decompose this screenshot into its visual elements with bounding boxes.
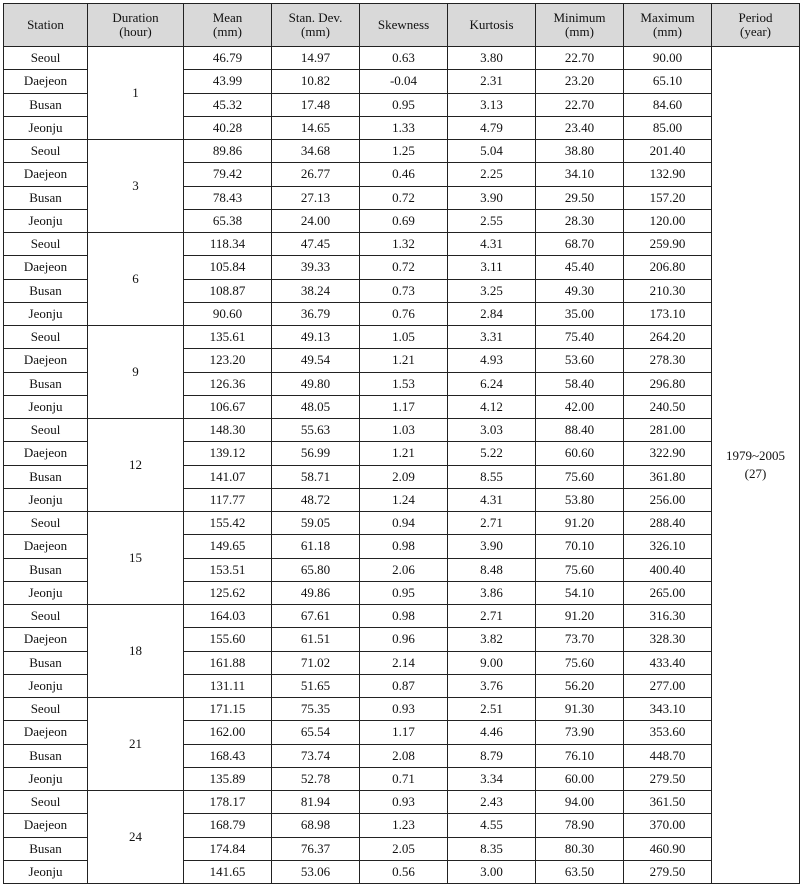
std-cell: 73.74: [272, 744, 360, 767]
table-row: [4, 419, 800, 442]
std-cell: 14.65: [272, 116, 360, 139]
min-cell: 91.20: [536, 605, 624, 628]
min-cell: 75.60: [536, 558, 624, 581]
max-cell: 201.40: [624, 140, 712, 163]
max-cell: 259.90: [624, 233, 712, 256]
mean-cell: 171.15: [184, 698, 272, 721]
kurt-cell: 5.22: [448, 442, 536, 465]
skew-cell: 0.94: [360, 512, 448, 535]
min-cell: 38.80: [536, 140, 624, 163]
max-cell: 173.10: [624, 302, 712, 325]
std-cell: 38.24: [272, 279, 360, 302]
max-cell: 264.20: [624, 326, 712, 349]
header-std-line2: (mm): [301, 24, 330, 39]
max-cell: 288.40: [624, 512, 712, 535]
max-cell: 65.10: [624, 70, 712, 93]
station-cell: Daejeon: [4, 721, 88, 744]
std-cell: 71.02: [272, 651, 360, 674]
skew-cell: 0.63: [360, 47, 448, 70]
table-header: [4, 4, 800, 47]
kurt-cell: 4.12: [448, 395, 536, 418]
std-cell: 67.61: [272, 605, 360, 628]
table-row: [4, 140, 800, 163]
station-cell: Jeonju: [4, 116, 88, 139]
kurt-cell: 9.00: [448, 651, 536, 674]
mean-cell: 141.65: [184, 860, 272, 883]
std-cell: 47.45: [272, 233, 360, 256]
header-std: [272, 4, 360, 47]
kurt-cell: 2.31: [448, 70, 536, 93]
mean-cell: 131.11: [184, 674, 272, 697]
min-cell: 70.10: [536, 535, 624, 558]
min-cell: 91.20: [536, 512, 624, 535]
max-cell: 240.50: [624, 395, 712, 418]
station-cell: Seoul: [4, 326, 88, 349]
station-cell: Daejeon: [4, 349, 88, 372]
kurt-cell: 4.46: [448, 721, 536, 744]
header-minimum: [536, 4, 624, 47]
mean-cell: 108.87: [184, 279, 272, 302]
mean-cell: 79.42: [184, 163, 272, 186]
skew-cell: 0.73: [360, 279, 448, 302]
max-cell: 370.00: [624, 814, 712, 837]
std-cell: 34.68: [272, 140, 360, 163]
station-cell: Seoul: [4, 605, 88, 628]
std-cell: 75.35: [272, 698, 360, 721]
skew-cell: 0.98: [360, 605, 448, 628]
mean-cell: 89.86: [184, 140, 272, 163]
skew-cell: 1.05: [360, 326, 448, 349]
std-cell: 65.80: [272, 558, 360, 581]
min-cell: 35.00: [536, 302, 624, 325]
skew-cell: 2.09: [360, 465, 448, 488]
skew-cell: 2.05: [360, 837, 448, 860]
min-cell: 45.40: [536, 256, 624, 279]
mean-cell: 43.99: [184, 70, 272, 93]
kurt-cell: 2.84: [448, 302, 536, 325]
std-cell: 36.79: [272, 302, 360, 325]
min-cell: 34.10: [536, 163, 624, 186]
skew-cell: 1.33: [360, 116, 448, 139]
duration-cell: 15: [88, 512, 184, 605]
station-cell: Busan: [4, 186, 88, 209]
kurt-cell: 3.11: [448, 256, 536, 279]
header-duration: [88, 4, 184, 47]
table-body: [4, 47, 800, 884]
kurt-cell: 8.48: [448, 558, 536, 581]
kurt-cell: 2.71: [448, 512, 536, 535]
station-cell: Seoul: [4, 140, 88, 163]
mean-cell: 106.67: [184, 395, 272, 418]
header-station: Station: [4, 4, 88, 47]
rainfall-statistics-table: [3, 3, 800, 884]
mean-cell: 123.20: [184, 349, 272, 372]
max-cell: 279.50: [624, 767, 712, 790]
table-row: [4, 512, 800, 535]
station-cell: Jeonju: [4, 209, 88, 232]
header-mean-line2: (mm): [213, 24, 242, 39]
mean-cell: 117.77: [184, 488, 272, 511]
skew-cell: 0.72: [360, 256, 448, 279]
kurt-cell: 3.86: [448, 581, 536, 604]
table-row: [4, 698, 800, 721]
min-cell: 22.70: [536, 93, 624, 116]
skew-cell: 2.14: [360, 651, 448, 674]
max-cell: 296.80: [624, 372, 712, 395]
kurt-cell: 3.90: [448, 186, 536, 209]
kurt-cell: 8.35: [448, 837, 536, 860]
header-period: [712, 4, 800, 47]
kurt-cell: 8.79: [448, 744, 536, 767]
kurt-cell: 2.55: [448, 209, 536, 232]
min-cell: 88.40: [536, 419, 624, 442]
min-cell: 91.30: [536, 698, 624, 721]
min-cell: 73.90: [536, 721, 624, 744]
table-row: [4, 326, 800, 349]
min-cell: 49.30: [536, 279, 624, 302]
mean-cell: 161.88: [184, 651, 272, 674]
skew-cell: -0.04: [360, 70, 448, 93]
min-cell: 42.00: [536, 395, 624, 418]
min-cell: 60.60: [536, 442, 624, 465]
mean-cell: 40.28: [184, 116, 272, 139]
kurt-cell: 3.31: [448, 326, 536, 349]
station-cell: Busan: [4, 93, 88, 116]
std-cell: 27.13: [272, 186, 360, 209]
station-cell: Busan: [4, 558, 88, 581]
std-cell: 48.72: [272, 488, 360, 511]
header-minimum-line1: Minimum: [553, 10, 606, 25]
std-cell: 76.37: [272, 837, 360, 860]
station-cell: Seoul: [4, 419, 88, 442]
min-cell: 75.60: [536, 465, 624, 488]
std-cell: 49.54: [272, 349, 360, 372]
kurt-cell: 3.80: [448, 47, 536, 70]
kurt-cell: 4.93: [448, 349, 536, 372]
mean-cell: 164.03: [184, 605, 272, 628]
max-cell: 157.20: [624, 186, 712, 209]
skew-cell: 0.96: [360, 628, 448, 651]
max-cell: 361.50: [624, 791, 712, 814]
header-period-line2: (year): [739, 24, 772, 39]
min-cell: 23.20: [536, 70, 624, 93]
header-kurtosis: Kurtosis: [448, 4, 536, 47]
kurt-cell: 2.51: [448, 698, 536, 721]
table-row: [4, 47, 800, 70]
std-cell: 49.80: [272, 372, 360, 395]
std-cell: 14.97: [272, 47, 360, 70]
min-cell: 60.00: [536, 767, 624, 790]
station-cell: Jeonju: [4, 395, 88, 418]
mean-cell: 148.30: [184, 419, 272, 442]
skew-cell: 2.08: [360, 744, 448, 767]
std-cell: 39.33: [272, 256, 360, 279]
mean-cell: 174.84: [184, 837, 272, 860]
skew-cell: 1.17: [360, 395, 448, 418]
mean-cell: 162.00: [184, 721, 272, 744]
std-cell: 52.78: [272, 767, 360, 790]
max-cell: 400.40: [624, 558, 712, 581]
period-line1: 1979~2005: [725, 448, 786, 463]
mean-cell: 135.89: [184, 767, 272, 790]
station-cell: Daejeon: [4, 70, 88, 93]
table-row: [4, 605, 800, 628]
station-cell: Seoul: [4, 698, 88, 721]
std-cell: 48.05: [272, 395, 360, 418]
max-cell: 328.30: [624, 628, 712, 651]
min-cell: 53.60: [536, 349, 624, 372]
std-cell: 49.86: [272, 581, 360, 604]
station-cell: Busan: [4, 837, 88, 860]
min-cell: 28.30: [536, 209, 624, 232]
min-cell: 54.10: [536, 581, 624, 604]
kurt-cell: 2.25: [448, 163, 536, 186]
skew-cell: 0.95: [360, 93, 448, 116]
std-cell: 24.00: [272, 209, 360, 232]
header-row: [4, 4, 800, 47]
skew-cell: 0.69: [360, 209, 448, 232]
mean-cell: 168.43: [184, 744, 272, 767]
min-cell: 29.50: [536, 186, 624, 209]
kurt-cell: 8.55: [448, 465, 536, 488]
mean-cell: 125.62: [184, 581, 272, 604]
max-cell: 256.00: [624, 488, 712, 511]
mean-cell: 46.79: [184, 47, 272, 70]
station-cell: Jeonju: [4, 767, 88, 790]
max-cell: 433.40: [624, 651, 712, 674]
min-cell: 75.40: [536, 326, 624, 349]
min-cell: 73.70: [536, 628, 624, 651]
station-cell: Jeonju: [4, 860, 88, 883]
duration-cell: 3: [88, 140, 184, 233]
skew-cell: 1.24: [360, 488, 448, 511]
skew-cell: 1.21: [360, 442, 448, 465]
mean-cell: 178.17: [184, 791, 272, 814]
max-cell: 85.00: [624, 116, 712, 139]
min-cell: 94.00: [536, 791, 624, 814]
table-row: [4, 233, 800, 256]
min-cell: 78.90: [536, 814, 624, 837]
skew-cell: 1.23: [360, 814, 448, 837]
max-cell: 279.50: [624, 860, 712, 883]
min-cell: 23.40: [536, 116, 624, 139]
min-cell: 80.30: [536, 837, 624, 860]
station-cell: Jeonju: [4, 302, 88, 325]
min-cell: 58.40: [536, 372, 624, 395]
header-duration-line1: Duration: [112, 10, 159, 25]
station-cell: Daejeon: [4, 628, 88, 651]
min-cell: 76.10: [536, 744, 624, 767]
kurt-cell: 6.24: [448, 372, 536, 395]
duration-cell: 12: [88, 419, 184, 512]
std-cell: 17.48: [272, 93, 360, 116]
skew-cell: 0.95: [360, 581, 448, 604]
skew-cell: 0.93: [360, 698, 448, 721]
max-cell: 448.70: [624, 744, 712, 767]
station-cell: Seoul: [4, 47, 88, 70]
std-cell: 56.99: [272, 442, 360, 465]
duration-cell: 6: [88, 233, 184, 326]
max-cell: 326.10: [624, 535, 712, 558]
std-cell: 61.18: [272, 535, 360, 558]
header-mean: [184, 4, 272, 47]
header-maximum-line2: (mm): [653, 24, 682, 39]
mean-cell: 153.51: [184, 558, 272, 581]
std-cell: 51.65: [272, 674, 360, 697]
mean-cell: 90.60: [184, 302, 272, 325]
std-cell: 53.06: [272, 860, 360, 883]
station-cell: Busan: [4, 279, 88, 302]
station-cell: Busan: [4, 465, 88, 488]
skew-cell: 1.03: [360, 419, 448, 442]
mean-cell: 45.32: [184, 93, 272, 116]
skew-cell: 0.93: [360, 791, 448, 814]
max-cell: 210.30: [624, 279, 712, 302]
station-cell: Daejeon: [4, 163, 88, 186]
max-cell: 265.00: [624, 581, 712, 604]
kurt-cell: 2.71: [448, 605, 536, 628]
period-cell: [712, 47, 800, 884]
skew-cell: 2.06: [360, 558, 448, 581]
max-cell: 322.90: [624, 442, 712, 465]
kurt-cell: 3.00: [448, 860, 536, 883]
skew-cell: 0.72: [360, 186, 448, 209]
max-cell: 90.00: [624, 47, 712, 70]
std-cell: 81.94: [272, 791, 360, 814]
station-cell: Jeonju: [4, 488, 88, 511]
header-minimum-line2: (mm): [565, 24, 594, 39]
skew-cell: 0.46: [360, 163, 448, 186]
kurt-cell: 4.31: [448, 233, 536, 256]
kurt-cell: 3.34: [448, 767, 536, 790]
mean-cell: 105.84: [184, 256, 272, 279]
max-cell: 206.80: [624, 256, 712, 279]
kurt-cell: 4.79: [448, 116, 536, 139]
skew-cell: 0.98: [360, 535, 448, 558]
std-cell: 65.54: [272, 721, 360, 744]
min-cell: 68.70: [536, 233, 624, 256]
station-cell: Daejeon: [4, 814, 88, 837]
station-cell: Seoul: [4, 233, 88, 256]
kurt-cell: 4.31: [448, 488, 536, 511]
header-duration-line2: (hour): [119, 24, 152, 39]
mean-cell: 141.07: [184, 465, 272, 488]
skew-cell: 0.76: [360, 302, 448, 325]
header-mean-line1: Mean: [212, 10, 243, 25]
max-cell: 132.90: [624, 163, 712, 186]
max-cell: 120.00: [624, 209, 712, 232]
mean-cell: 155.42: [184, 512, 272, 535]
kurt-cell: 3.25: [448, 279, 536, 302]
min-cell: 56.20: [536, 674, 624, 697]
period-line2: (27): [744, 466, 767, 481]
kurt-cell: 4.55: [448, 814, 536, 837]
max-cell: 361.80: [624, 465, 712, 488]
station-cell: Jeonju: [4, 674, 88, 697]
max-cell: 278.30: [624, 349, 712, 372]
header-std-line1: Stan. Dev.: [288, 10, 343, 25]
max-cell: 353.60: [624, 721, 712, 744]
skew-cell: 1.21: [360, 349, 448, 372]
max-cell: 343.10: [624, 698, 712, 721]
station-cell: Daejeon: [4, 535, 88, 558]
duration-cell: 18: [88, 605, 184, 698]
skew-cell: 0.56: [360, 860, 448, 883]
kurt-cell: 3.90: [448, 535, 536, 558]
std-cell: 61.51: [272, 628, 360, 651]
max-cell: 460.90: [624, 837, 712, 860]
max-cell: 277.00: [624, 674, 712, 697]
std-cell: 59.05: [272, 512, 360, 535]
std-cell: 49.13: [272, 326, 360, 349]
mean-cell: 135.61: [184, 326, 272, 349]
std-cell: 26.77: [272, 163, 360, 186]
mean-cell: 168.79: [184, 814, 272, 837]
mean-cell: 65.38: [184, 209, 272, 232]
skew-cell: 1.25: [360, 140, 448, 163]
duration-cell: 24: [88, 791, 184, 884]
header-period-line1: Period: [738, 10, 773, 25]
station-cell: Busan: [4, 372, 88, 395]
skew-cell: 1.17: [360, 721, 448, 744]
duration-cell: 9: [88, 326, 184, 419]
station-cell: Daejeon: [4, 256, 88, 279]
mean-cell: 118.34: [184, 233, 272, 256]
duration-cell: 1: [88, 47, 184, 140]
skew-cell: 0.71: [360, 767, 448, 790]
mean-cell: 149.65: [184, 535, 272, 558]
max-cell: 281.00: [624, 419, 712, 442]
min-cell: 22.70: [536, 47, 624, 70]
kurt-cell: 3.76: [448, 674, 536, 697]
min-cell: 63.50: [536, 860, 624, 883]
kurt-cell: 2.43: [448, 791, 536, 814]
kurt-cell: 3.03: [448, 419, 536, 442]
std-cell: 10.82: [272, 70, 360, 93]
station-cell: Busan: [4, 651, 88, 674]
std-cell: 68.98: [272, 814, 360, 837]
kurt-cell: 5.04: [448, 140, 536, 163]
table-row: [4, 791, 800, 814]
station-cell: Busan: [4, 744, 88, 767]
std-cell: 58.71: [272, 465, 360, 488]
station-cell: Daejeon: [4, 442, 88, 465]
header-maximum-line1: Maximum: [640, 10, 695, 25]
max-cell: 316.30: [624, 605, 712, 628]
station-cell: Seoul: [4, 512, 88, 535]
mean-cell: 155.60: [184, 628, 272, 651]
station-cell: Jeonju: [4, 581, 88, 604]
mean-cell: 139.12: [184, 442, 272, 465]
header-skewness: Skewness: [360, 4, 448, 47]
max-cell: 84.60: [624, 93, 712, 116]
station-cell: Seoul: [4, 791, 88, 814]
header-maximum: [624, 4, 712, 47]
mean-cell: 78.43: [184, 186, 272, 209]
skew-cell: 1.53: [360, 372, 448, 395]
kurt-cell: 3.13: [448, 93, 536, 116]
min-cell: 53.80: [536, 488, 624, 511]
skew-cell: 1.32: [360, 233, 448, 256]
duration-cell: 21: [88, 698, 184, 791]
skew-cell: 0.87: [360, 674, 448, 697]
min-cell: 75.60: [536, 651, 624, 674]
kurt-cell: 3.82: [448, 628, 536, 651]
mean-cell: 126.36: [184, 372, 272, 395]
std-cell: 55.63: [272, 419, 360, 442]
